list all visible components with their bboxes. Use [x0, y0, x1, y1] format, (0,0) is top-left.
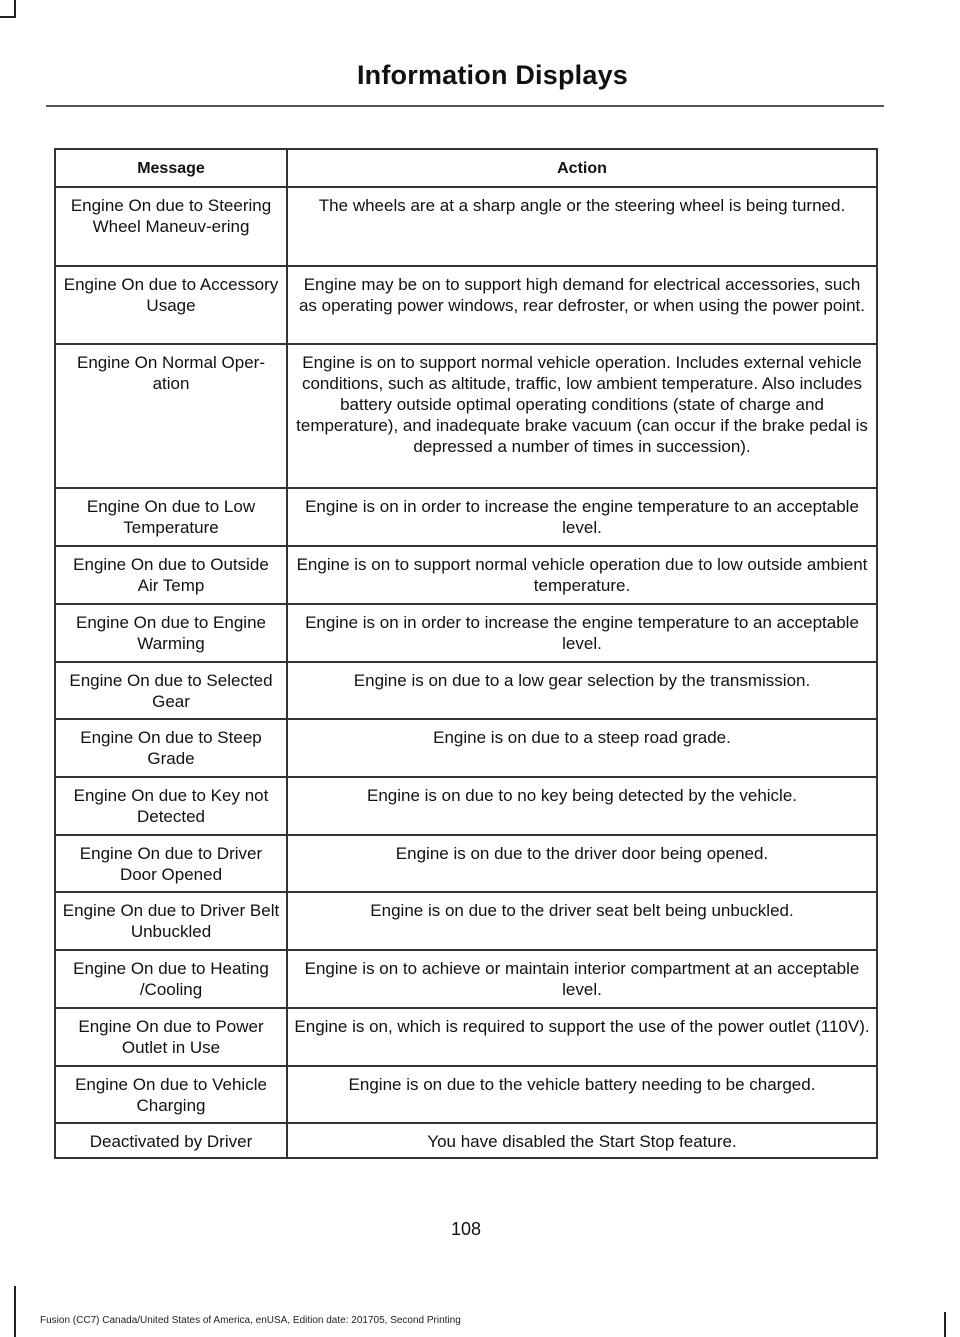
action-cell: Engine is on due to a low gear selection by the transmission. — [287, 662, 877, 719]
message-cell: Engine On due to Power Outlet in Use — [55, 1008, 287, 1066]
table-row — [55, 604, 877, 662]
column-header-action: Action — [287, 149, 877, 187]
action-cell: The wheels are at a sharp angle or the steering wheel is being turned. — [287, 187, 877, 266]
message-cell: Engine On due to Low Temperature — [55, 488, 287, 546]
crop-mark-top-left-h — [0, 16, 16, 18]
message-cell: Engine On Normal Oper-ation — [55, 344, 287, 488]
message-cell: Engine On due to Accessory Usage — [55, 266, 287, 344]
table-row — [55, 1066, 877, 1123]
message-cell: Engine On due to Steep Grade — [55, 719, 287, 777]
action-cell: Engine is on due to a steep road grade. — [287, 719, 877, 777]
table-row — [55, 950, 877, 1008]
page-title: Information Displays — [356, 60, 628, 90]
table-row — [55, 835, 877, 892]
column-header-message: Message — [55, 149, 287, 187]
action-cell: Engine is on to support normal vehicle operation due to low outside ambient temperature. — [287, 546, 877, 604]
action-cell: Engine is on due to the driver seat belt being unbuckled. — [287, 892, 877, 950]
action-cell: Engine may be on to support high demand for electrical accessories, such as operating power windows, rear defroster, or when using the power point. — [287, 266, 877, 344]
action-cell: Engine is on due to the driver door being opened. — [287, 835, 877, 892]
messages-table — [54, 148, 878, 1159]
table-row — [55, 344, 877, 488]
table-row — [55, 546, 877, 604]
action-cell: Engine is on in order to increase the engine temperature to an acceptable level. — [287, 604, 877, 662]
message-cell: Engine On due to Heating /Cooling — [55, 950, 287, 1008]
message-cell: Engine On due to Outside Air Temp — [55, 546, 287, 604]
message-cell: Engine On due to Selected Gear — [55, 662, 287, 719]
table-row — [55, 1123, 877, 1158]
message-cell: Engine On due to Key not Detected — [55, 777, 287, 835]
crop-mark-bottom-right — [944, 1312, 946, 1337]
action-cell: You have disabled the Start Stop feature. — [287, 1123, 877, 1158]
message-cell: Engine On due to Driver Door Opened — [55, 835, 287, 892]
message-cell: Engine On due to Engine Warming — [55, 604, 287, 662]
action-cell: Engine is on to support normal vehicle operation. Includes external vehicle conditions, such as altitude, traffic, low ambient temperature. Also includes battery outside optimal operating conditions (state of charge and temperature), and inadequate brake vacuum (can occur if the brake pedal is depressed a number of times in succession). — [287, 344, 877, 488]
message-cell: Engine On due to Driver Belt Unbuckled — [55, 892, 287, 950]
crop-mark-bottom-left — [14, 1286, 16, 1337]
table-row — [55, 719, 877, 777]
table-row — [55, 1008, 877, 1066]
page-number: 108 — [450, 1219, 482, 1239]
message-cell: Deactivated by Driver — [55, 1123, 287, 1158]
table-row — [55, 187, 877, 266]
action-cell: Engine is on to achieve or maintain interior compartment at an acceptable level. — [287, 950, 877, 1008]
message-cell: Engine On due to Steering Wheel Maneuv-ering — [55, 187, 287, 266]
table-row — [55, 488, 877, 546]
footer-edition-info: Fusion (CC7) Canada/United States of America, enUSA, Edition date: 201705, Second Printing — [40, 1315, 461, 1326]
header-divider — [46, 105, 884, 107]
message-cell: Engine On due to Vehicle Charging — [55, 1066, 287, 1123]
action-cell: Engine is on, which is required to support the use of the power outlet (110V). — [287, 1008, 877, 1066]
action-cell: Engine is on due to the vehicle battery needing to be charged. — [287, 1066, 877, 1123]
table-header-row — [55, 149, 877, 187]
table-row — [55, 777, 877, 835]
action-cell: Engine is on in order to increase the engine temperature to an acceptable level. — [287, 488, 877, 546]
table-row — [55, 892, 877, 950]
table-row — [55, 266, 877, 344]
table-row — [55, 662, 877, 719]
action-cell: Engine is on due to no key being detected by the vehicle. — [287, 777, 877, 835]
